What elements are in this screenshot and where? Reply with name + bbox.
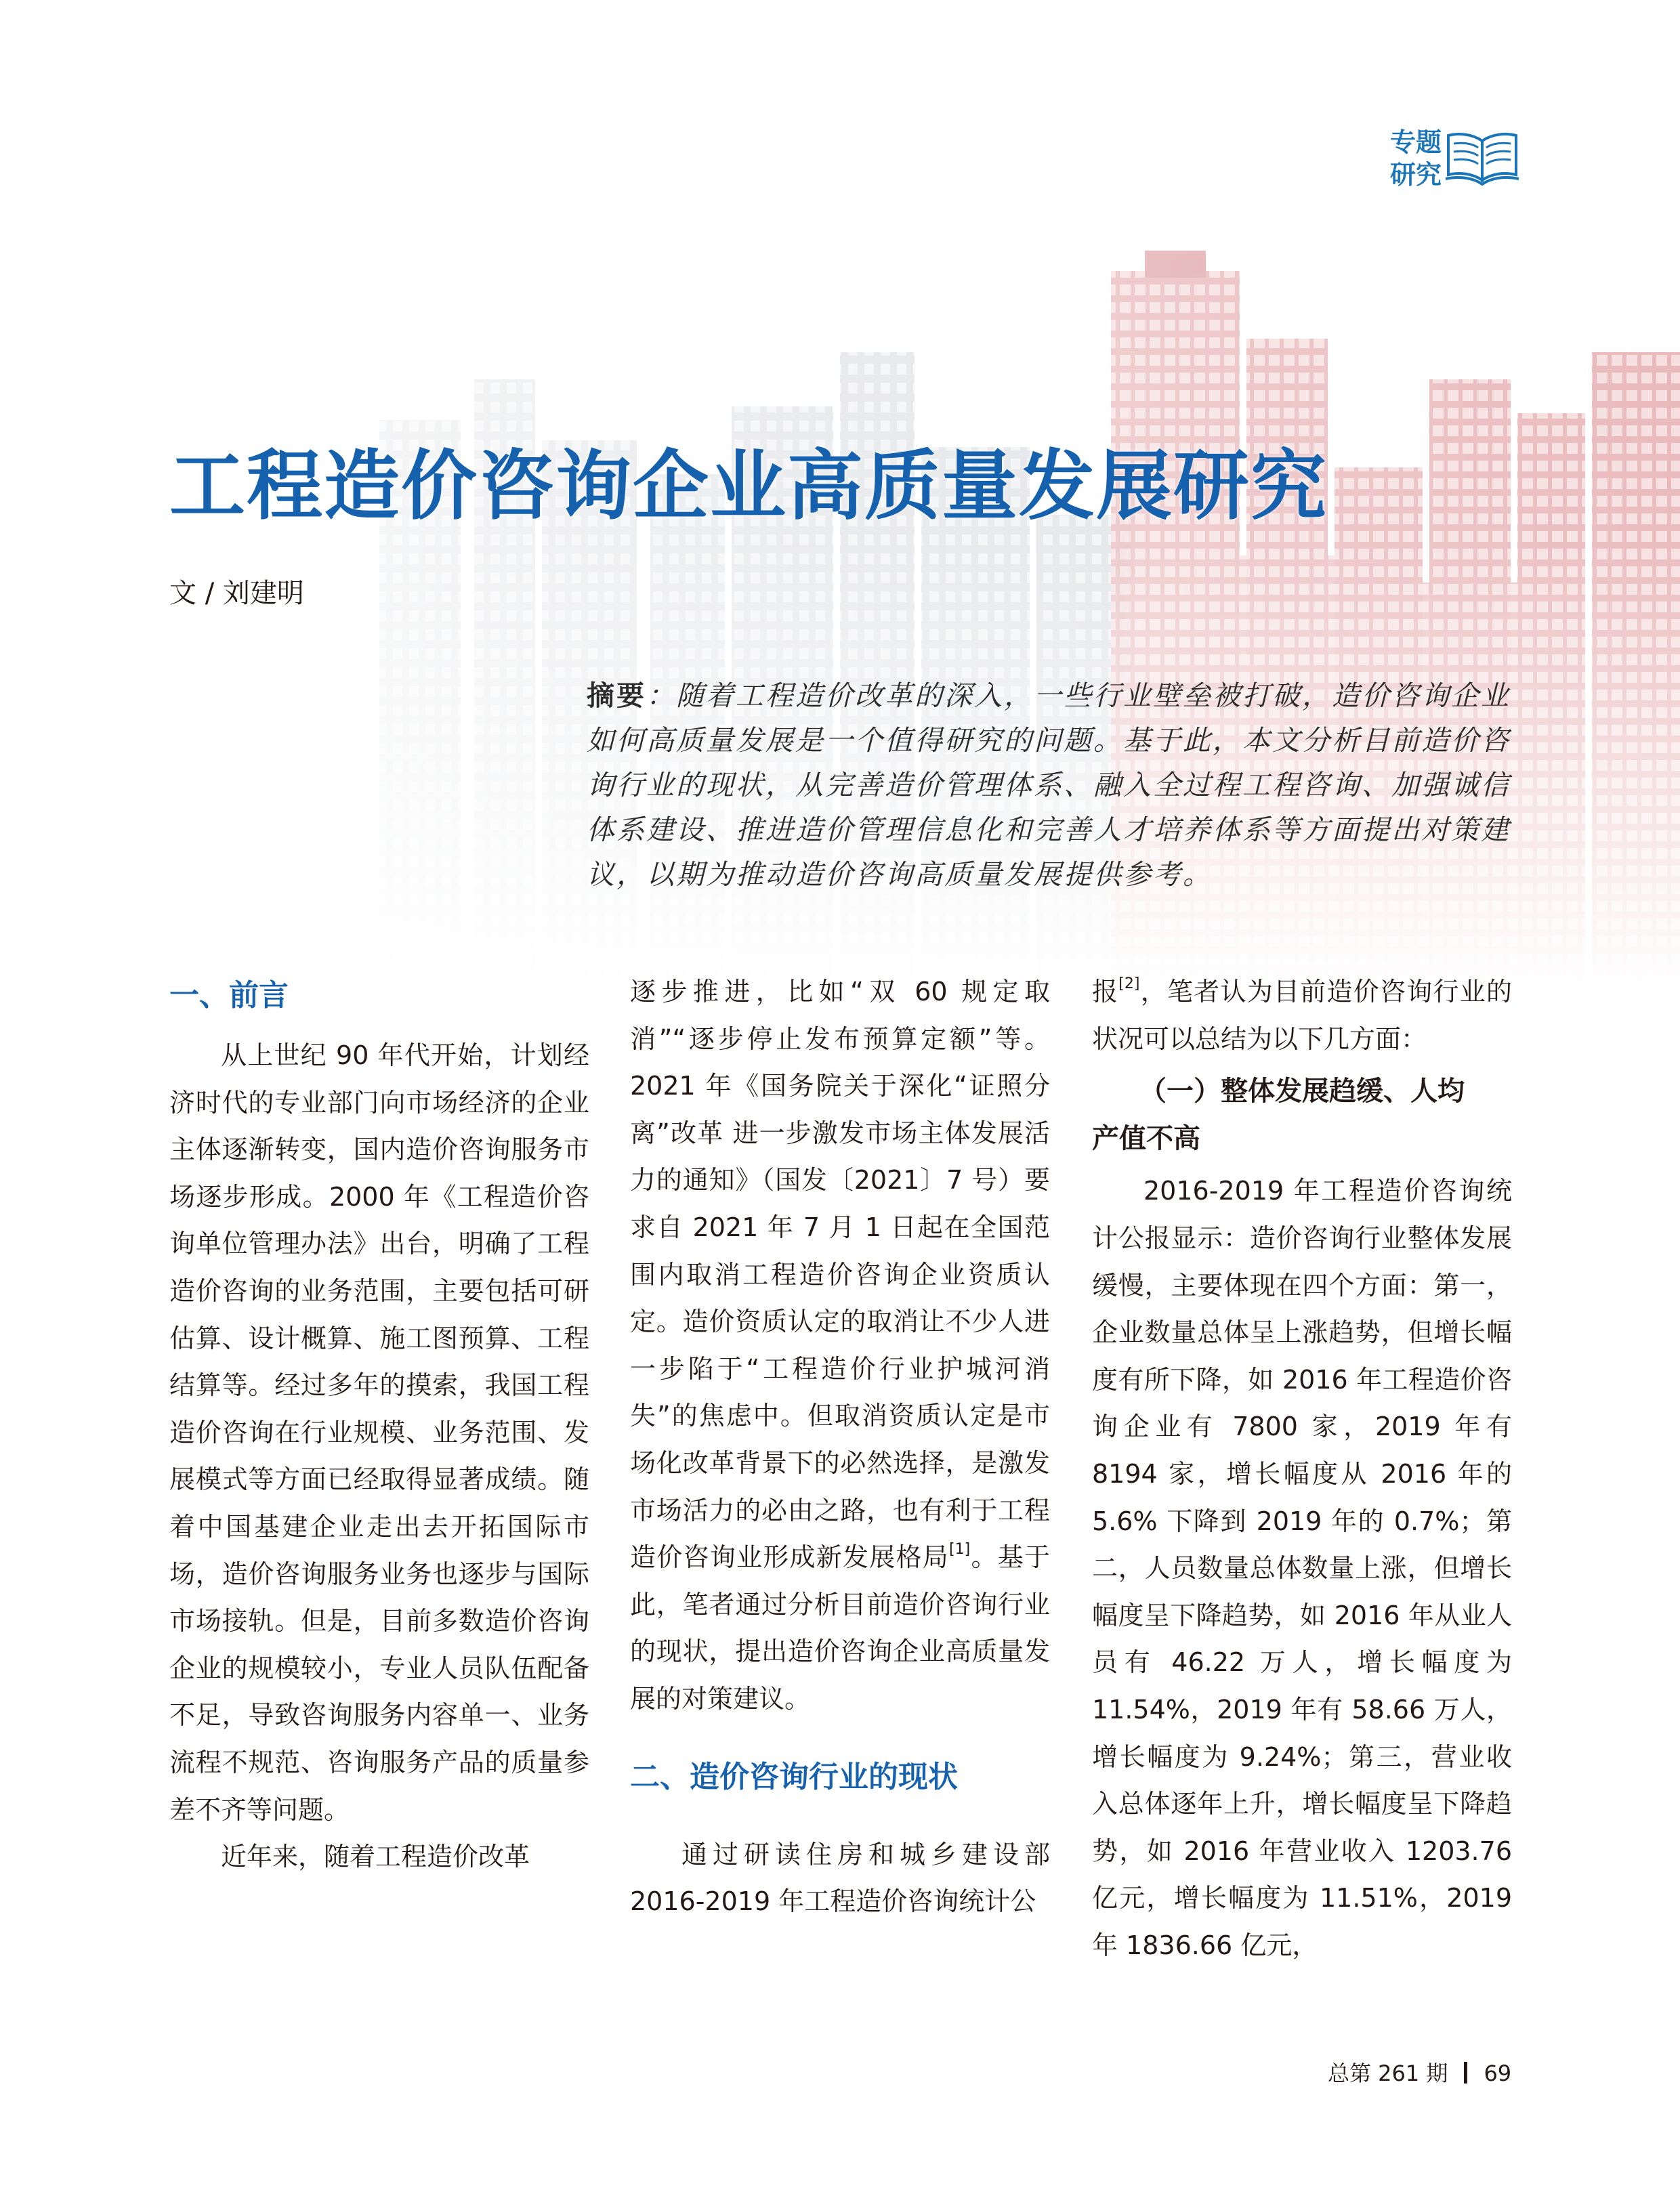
abstract-label: 摘要: [587, 679, 646, 712]
paragraph-text: 逐步推进，比如“双 60 规定取消”“逐步停止发布预算定额”等。2021 年《国务院关于深化“证照分离”改革 进一步激发市场主体发展活力的通知》（国发〔2021〕7 号）要求自 2021 年 7 月 1 日起在全国范围内取消工程造价咨询企业资质认定。造价资质认定的取消让不少人进一步陷于“工程造价行业护城河消失”的焦虑中。但取消资质认定是市场化改革背景下的必然选择，是激发市场活力的必由之路，也有利于工程造价咨询业形成新发展格局: [630, 977, 1050, 1573]
paragraph-text: ，笔者认为目前造价咨询行业的状况可以总结为以下几方面：: [1092, 977, 1512, 1054]
paragraph: [630, 969, 1050, 1723]
section-heading-status: 二、造价咨询行业的现状: [630, 1759, 958, 1794]
paragraph: 近年来，随着工程造价改革: [221, 1842, 530, 1872]
open-book-icon: [1444, 127, 1520, 186]
page-footer: [1328, 2056, 1511, 2090]
paragraph-text: 。基于此，笔者通过分析目前造价咨询行业的现状，提出造价咨询企业高质量发展的对策建议。: [630, 1542, 1050, 1714]
section-heading-introduction: 一、前言: [169, 978, 289, 1013]
article-title: 工程造价咨询企业高质量发展研究: [169, 442, 1328, 530]
page-number: 69: [1484, 2060, 1512, 2086]
column-2: [630, 969, 1050, 1926]
paragraph: 从上世纪 90 年代开始，计划经济时代的专业部门向市场经济的企业主体逐渐转变，国内造价咨询服务市场逐步形成。2000 年《工程造价咨询单位管理办法》出台，明确了工程造价咨询的业务范围，主要包括可研估算、设计概算、施工图预算、工程结算等。经过多年的摸索，我国工程造价咨询在行业规模、业务范围、发展模式等方面已经取得显著成绩。随着中国基建企业走出去开拓国际市场，造价咨询服务业务也逐步与国际市场接轨。但是，目前多数造价咨询企业的规模较小，专业人员队伍配备不足，导致咨询服务内容单一、业务流程不规范、咨询服务产品的质量参差不齐等问题。: [169, 1040, 589, 1825]
abstract: [587, 673, 1511, 897]
column-3: [1092, 969, 1512, 1969]
subsection-heading-line2: 产值不高: [1092, 1122, 1200, 1154]
section-tag-line1: 专题: [1389, 127, 1442, 157]
paragraph: 2016-2019 年工程造价咨询统计公报显示：造价咨询行业整体发展缓慢，主要体现在四个方面：第一，企业数量总体呈上涨趋势，但增长幅度有所下降，如 2016 年工程造价咨询企业有 7800 家，2019 年有 8194 家，增长幅度从 2016 年的 5.6% 下降到 2019 年的 0.7%；第二，人员数量总体数量上涨，但增长幅度呈下降趋势，如 2016 年从业人员有 46.22 万人，增长幅度为 11.54%，2019 年有 58.66 万人，增长幅度为 9.24%；第三，营业收入总体逐年上升，增长幅度呈下降趋势，如 2016 年营业收入 1203.76 亿元，增长幅度为 11.51%，2019 年 1836.66 亿元，: [1092, 1176, 1512, 1960]
paragraph: 通过研读住房和城乡建设部 2016-2019 年工程造价咨询统计公: [630, 1839, 1050, 1917]
subsection-heading-line1: （一）整体发展趋缓、人均: [1139, 1076, 1465, 1107]
citation-ref: [2]: [1118, 975, 1140, 992]
column-1: [169, 969, 589, 1881]
section-tag-line2: 研究: [1389, 160, 1442, 190]
section-tag: [1381, 126, 1442, 191]
issue-number: 总第 261 期: [1328, 2060, 1448, 2086]
paragraph-text: 报: [1092, 977, 1119, 1007]
abstract-text: ：随着工程造价改革的深入，一些行业壁垒被打破，造价咨询企业如何高质量发展是一个值得研究的问题。基于此，本文分析目前造价咨询行业的现状，从完善造价管理体系、融入全过程工程咨询、加强诚信体系建设、推进造价管理信息化和完善人才培养体系等方面提出对策建议，以期为推动造价咨询高质量发展提供参考。: [587, 679, 1511, 891]
author-byline: 文 / 刘建明: [169, 578, 304, 609]
paragraph: [1092, 969, 1512, 1063]
citation-ref: [1]: [949, 1541, 971, 1559]
footer-divider: [1464, 2062, 1467, 2083]
